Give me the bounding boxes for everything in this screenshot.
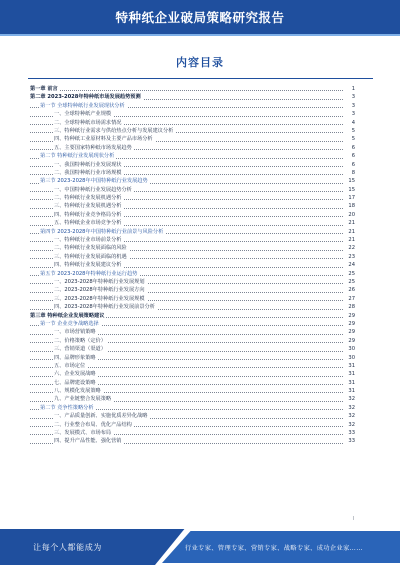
toc-entry-page: 21 [343, 236, 355, 244]
toc-entry[interactable] [30, 202, 355, 210]
toc-entry-page: 33 [343, 437, 355, 445]
toc-entry[interactable] [30, 228, 355, 236]
toc-entry-page: 6 [343, 161, 355, 169]
toc-entry[interactable] [30, 429, 355, 437]
toc-entry-page: 32 [343, 412, 355, 420]
toc-entry-page: 29 [343, 320, 355, 328]
toc-entry-page: 32 [343, 421, 355, 429]
toc-entry-page: 17 [343, 194, 355, 202]
toc-entry-page: 28 [343, 303, 355, 311]
toc-entry[interactable] [30, 186, 355, 194]
toc-entry[interactable] [30, 395, 355, 403]
toc-entry-page: 31 [343, 362, 355, 370]
toc-entry-page: 20 [343, 211, 355, 219]
toc-entry-text: 第三章 特种纸企业发展策略建议 [30, 312, 105, 319]
toc-entry-text: 第二节 特种纸行业发展现状分析 [40, 153, 115, 160]
toc-entry-page: 15 [343, 177, 355, 185]
toc-entry-text: 一、2023-2028年特种纸行业发展规划 [54, 278, 145, 285]
toc-entry-text: 三、营销渠道（渠道） [54, 346, 106, 353]
toc-entry[interactable] [30, 387, 355, 395]
toc-entry[interactable] [30, 127, 355, 135]
toc-entry-page: 18 [343, 202, 355, 210]
toc-entry-text: 二、全球特种纸市场需求情况 [54, 119, 122, 126]
toc-entry-page: 6 [343, 152, 355, 160]
toc-entry[interactable] [30, 93, 355, 101]
toc-entry[interactable] [30, 320, 355, 328]
toc-entry-text: 一、我国特种纸行业发展现状 [54, 161, 122, 168]
toc-entry-text: 三、发展模式、市场布局 [54, 430, 112, 437]
toc-entry-page: 15 [343, 186, 355, 194]
toc-entry[interactable] [30, 437, 355, 445]
toc-entry-text: 一、特种纸行业市场前景分析 [54, 237, 122, 244]
toc-entry-page: 32 [343, 395, 355, 403]
toc-entry-text: 五、市场定位 [54, 362, 86, 369]
toc-entry-page: 3 [343, 110, 355, 118]
toc-entry-text: 第一章 前言 [30, 86, 58, 92]
toc-entry[interactable] [30, 219, 355, 227]
toc-entry-page: 25 [343, 278, 355, 286]
toc-entry[interactable] [30, 303, 355, 311]
toc-entry-text: 第一节 企业竞争战略选择 [40, 320, 99, 327]
toc-entry[interactable] [30, 161, 355, 169]
toc-divider [28, 78, 373, 79]
toc-entry[interactable] [30, 144, 355, 152]
toc-entry[interactable] [30, 261, 355, 269]
toc-entry-page: 24 [343, 261, 355, 269]
toc-entry-text: 二、2023-2028年特种纸行业发展方向 [54, 287, 145, 294]
toc-entry-text: 三、特种纸行业需求与供给热点分析与发展建议分析 [54, 127, 174, 134]
toc-entry[interactable] [30, 345, 355, 353]
toc-entry-text: 第一节 全球特种纸行业发展现状分析 [40, 102, 125, 109]
toc-entry-page: 29 [343, 337, 355, 345]
toc-entry-page: 3 [343, 93, 355, 101]
toc-entry-text: 第五节 2023-2028年特种纸行业运行趋势 [40, 270, 138, 277]
toc-entry-text: 九、产业链整合发展策略 [54, 396, 112, 403]
toc-entry[interactable] [30, 312, 355, 320]
toc-entry-page: 29 [343, 328, 355, 336]
toc-entry-page: 33 [343, 429, 355, 437]
toc-entry-page: 26 [343, 286, 355, 294]
toc-entry-text: 二、价格策略（定价） [54, 337, 106, 344]
toc-entry[interactable] [30, 211, 355, 219]
toc-entry-text: 六、企业发展战略 [54, 371, 96, 378]
toc-entry[interactable] [30, 278, 355, 286]
toc-entry[interactable] [30, 404, 355, 412]
toc-entry-text: 第二节 竞争性策略分析 [40, 404, 94, 411]
toc-entry-page: 5 [343, 135, 355, 143]
toc-entry-page: 23 [343, 253, 355, 261]
toc-entry-text: 四、特种纸工业原材料及主要产品市场分析 [54, 136, 153, 143]
toc-entry[interactable] [30, 295, 355, 303]
toc-entry-text: 四、品牌形象策略 [54, 354, 96, 361]
toc-entry-text: 七、品牌建设策略 [54, 379, 96, 386]
toc-entry-text: 四、2023-2028年特种纸行业发展前景分析 [54, 304, 155, 311]
toc-entry[interactable] [30, 253, 355, 261]
toc-entry-text: 四、特种纸行业竞争格局分析 [54, 211, 122, 218]
toc-title: 内容目录 [176, 56, 224, 69]
page-number: I [352, 516, 354, 522]
header-accent-line [0, 34, 400, 36]
toc-entry[interactable] [30, 169, 355, 177]
footer-banner [0, 529, 400, 565]
toc-entry[interactable] [30, 370, 355, 378]
toc-entry-page: 31 [343, 370, 355, 378]
toc-entry-text: 五、特种纸企业市场竞争分析 [54, 220, 122, 227]
toc-entry[interactable] [30, 110, 355, 118]
toc-entry-page: 8 [343, 169, 355, 177]
toc-entry[interactable] [30, 412, 355, 420]
table-of-contents [30, 85, 355, 446]
toc-entry-page: 1 [343, 85, 355, 93]
footer-tagline: 行业专家、管理专家、营销专家、战略专家、成功企业家…… [185, 544, 363, 552]
toc-entry-text: 二、我国特种纸行业市场规模 [54, 169, 122, 176]
toc-entry-text: 二、行业整合布局、优化产品结构 [54, 421, 132, 428]
toc-entry-page: 31 [343, 379, 355, 387]
toc-entry[interactable] [30, 236, 355, 244]
toc-entry-page: 29 [343, 312, 355, 320]
toc-entry-page: 5 [343, 127, 355, 135]
toc-entry[interactable] [30, 244, 355, 252]
toc-entry[interactable] [30, 337, 355, 345]
toc-entry-text: 二、特种纸行业发展机遇分析 [54, 195, 122, 202]
toc-entry[interactable] [30, 119, 355, 127]
report-title: 特种纸企业破局策略研究报告 [115, 10, 285, 25]
report-header [0, 0, 400, 34]
toc-entry-text: 四、提升产品性能、强化营销 [54, 438, 122, 445]
toc-entry[interactable] [30, 286, 355, 294]
toc-entry[interactable] [30, 102, 355, 110]
toc-entry-text: 二、特种纸行业发展面临的风险 [54, 245, 127, 252]
toc-entry[interactable] [30, 328, 355, 336]
toc-entry[interactable] [30, 85, 355, 93]
toc-entry-text: 八、规模化发展策略 [54, 388, 101, 395]
toc-entry-text: 三、2023-2028年特种纸行业发展规模 [54, 295, 145, 302]
toc-entry-page: 25 [343, 270, 355, 278]
toc-entry-text: 一、全球特种纸产业规模 [54, 111, 112, 118]
toc-entry-page: 6 [343, 144, 355, 152]
toc-entry-text: 五、主要国家特种纸市场发展趋势 [54, 144, 132, 151]
toc-entry-page: 32 [343, 404, 355, 412]
toc-entry[interactable] [30, 354, 355, 362]
toc-entry[interactable] [30, 379, 355, 387]
toc-entry-page: 22 [343, 244, 355, 252]
toc-entry-text: 一、市场营销策略 [54, 329, 96, 336]
toc-entry[interactable] [30, 362, 355, 370]
toc-entry-page: 30 [343, 345, 355, 353]
footer-slogan: 让每个人都能成为 [33, 542, 102, 552]
toc-entry-page: 3 [343, 102, 355, 110]
toc-entry-page: 21 [343, 219, 355, 227]
toc-entry-text: 第二章 2023-2028年特种纸市场发展趋势预测 [30, 94, 141, 101]
toc-entry-page: 21 [343, 228, 355, 236]
toc-entry-text: 三、特种纸行业发展面临的机遇 [54, 253, 127, 260]
toc-entry-text: 一、中国特种纸行业发展趋势分析 [54, 186, 132, 193]
toc-entry-page: 27 [343, 295, 355, 303]
toc-entry[interactable] [30, 135, 355, 143]
toc-entry-text: 第四节 2023-2028年中国特种纸行业前景与风险分析 [40, 228, 164, 235]
toc-leader-dots [30, 90, 343, 91]
toc-entry-text: 第三节 2023-2028年中国特种纸行业发展趋势 [40, 178, 148, 185]
toc-entry-page: 4 [343, 119, 355, 127]
toc-entry-text: 一、产品质量创新、实施优质差异化战略 [54, 413, 148, 420]
toc-entry-page: 31 [343, 387, 355, 395]
toc-entry-text: 四、特种纸行业发展建议分析 [54, 262, 122, 269]
toc-entry[interactable] [30, 194, 355, 202]
toc-entry[interactable] [30, 177, 355, 185]
toc-entry[interactable] [30, 421, 355, 429]
toc-entry-text: 三、特种纸行业发展机遇分析 [54, 203, 122, 210]
toc-entry[interactable] [30, 270, 355, 278]
toc-entry[interactable] [30, 152, 355, 160]
toc-entry-page: 30 [343, 354, 355, 362]
